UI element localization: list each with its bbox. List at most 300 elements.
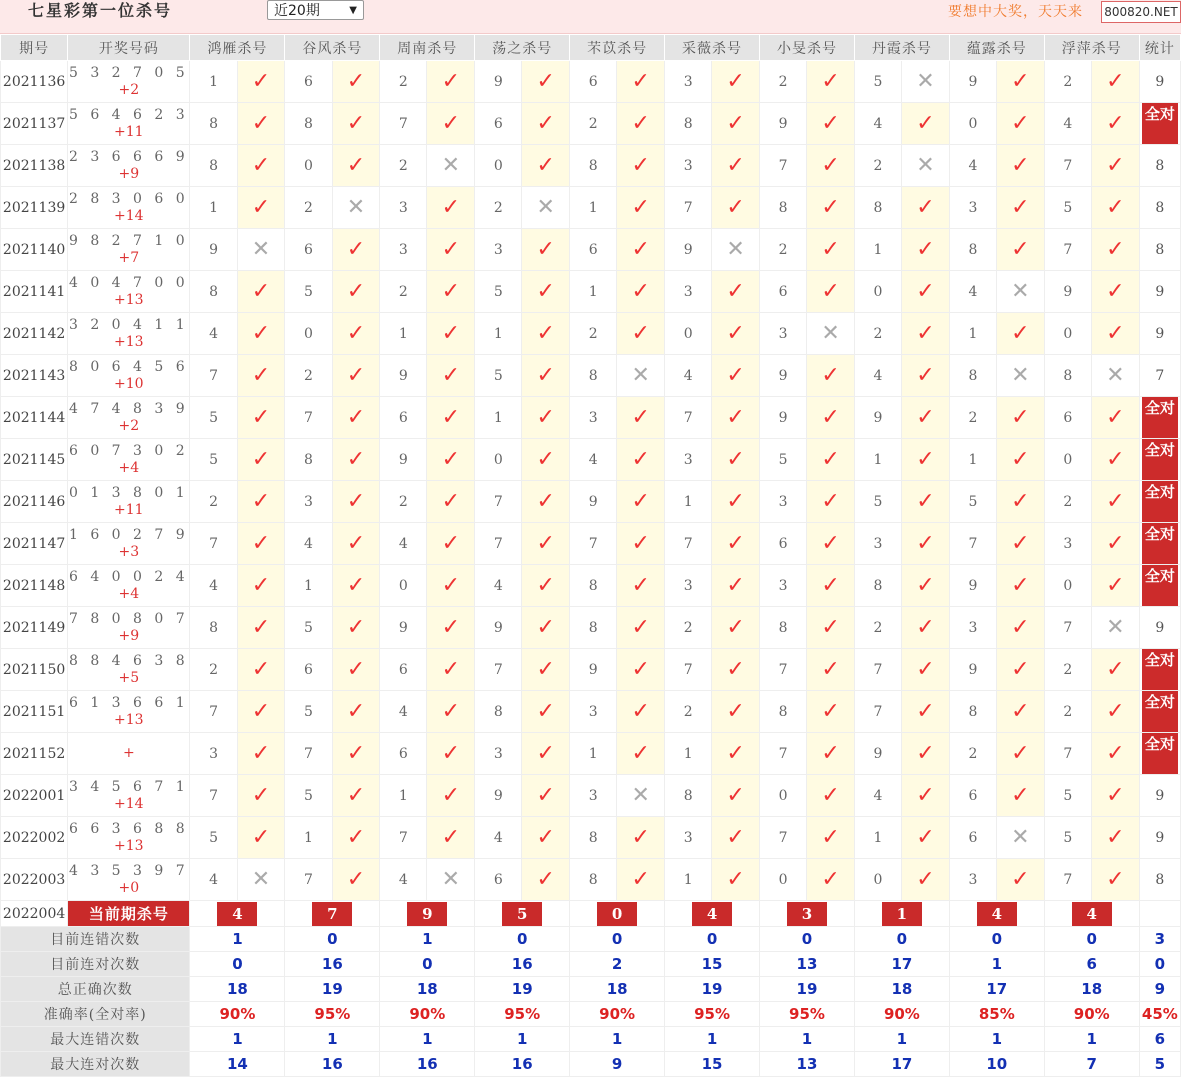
check-icon: ✓	[996, 145, 1044, 187]
check-icon: ✓	[807, 607, 855, 649]
kill-number: 7	[665, 187, 712, 229]
cross-icon: ✕	[902, 61, 950, 103]
check-icon: ✓	[427, 481, 475, 523]
check-icon: ✓	[712, 523, 760, 565]
kill-number: 5	[854, 61, 901, 103]
issue-number: 2021149	[1, 607, 68, 649]
check-icon: ✓	[996, 775, 1044, 817]
current-kill-number: 3	[787, 902, 827, 926]
check-icon: ✓	[902, 859, 950, 901]
draw-numbers	[68, 145, 190, 187]
kill-number: 2	[760, 61, 807, 103]
summary-value: 13	[760, 1052, 855, 1077]
cross-icon: ✕	[332, 187, 380, 229]
draw-sum: +10	[114, 375, 144, 392]
kill-number: 0	[665, 313, 712, 355]
row-stat: 9	[1139, 607, 1180, 649]
check-icon: ✓	[807, 229, 855, 271]
kill-number: 6	[570, 61, 617, 103]
check-icon: ✓	[237, 439, 285, 481]
kill-number: 1	[380, 775, 427, 817]
kill-number: 5	[190, 397, 237, 439]
check-icon: ✓	[427, 187, 475, 229]
check-icon: ✓	[237, 817, 285, 859]
check-icon: ✓	[332, 817, 380, 859]
summary-value: 85%	[949, 1002, 1044, 1027]
issue-number: 2021139	[1, 187, 68, 229]
kill-number: 6	[285, 61, 332, 103]
summary-value: 0	[285, 927, 380, 952]
check-icon: ✓	[902, 481, 950, 523]
kill-number: 6	[1044, 397, 1091, 439]
check-icon: ✓	[237, 187, 285, 229]
all-correct-badge: 全对	[1142, 649, 1178, 690]
issue-number: 2021146	[1, 481, 68, 523]
kill-number: 5	[475, 271, 522, 313]
kill-number: 7	[190, 691, 237, 733]
issue-number: 2021138	[1, 145, 68, 187]
row-stat	[1139, 649, 1180, 691]
kill-number: 9	[854, 397, 901, 439]
check-icon: ✓	[712, 313, 760, 355]
kill-number: 0	[760, 775, 807, 817]
draw-sum: +9	[118, 627, 140, 644]
kill-number: 6	[380, 649, 427, 691]
kill-number: 1	[854, 439, 901, 481]
check-icon: ✓	[427, 355, 475, 397]
kill-number: 9	[760, 103, 807, 145]
summary-value: 7	[1044, 1052, 1139, 1077]
check-icon: ✓	[807, 355, 855, 397]
draw-digits: 5 3 2 7 0 5	[68, 64, 189, 81]
current-kill-cell	[570, 901, 665, 927]
kill-number: 3	[285, 481, 332, 523]
issue-number: 2022001	[1, 775, 68, 817]
check-icon: ✓	[996, 523, 1044, 565]
kill-number: 7	[949, 523, 996, 565]
all-correct-badge: 全对	[1142, 733, 1178, 774]
check-icon: ✓	[427, 775, 475, 817]
kill-number: 8	[190, 607, 237, 649]
kill-number: 2	[190, 481, 237, 523]
kill-number: 8	[665, 103, 712, 145]
kill-number: 4	[475, 817, 522, 859]
kill-number: 7	[760, 145, 807, 187]
draw-sum: +13	[114, 333, 144, 350]
check-icon: ✓	[237, 775, 285, 817]
summary-value: 0	[665, 927, 760, 952]
check-icon: ✓	[996, 103, 1044, 145]
table-row	[1, 607, 1181, 649]
check-icon: ✓	[522, 775, 570, 817]
check-icon: ✓	[1091, 859, 1139, 901]
column-header-expert[interactable]: 鸿雁杀号	[190, 35, 285, 61]
table-row	[1, 439, 1181, 481]
summary-value: 19	[285, 977, 380, 1002]
summary-value: 1	[285, 1027, 380, 1052]
period-select[interactable]	[267, 0, 364, 20]
check-icon: ✓	[712, 439, 760, 481]
check-icon: ✓	[617, 649, 665, 691]
check-icon: ✓	[1091, 145, 1139, 187]
kill-number: 7	[190, 523, 237, 565]
table-row	[1, 61, 1181, 103]
summary-row	[1, 952, 1181, 977]
issue-number: 2021137	[1, 103, 68, 145]
summary-label: 总正确次数	[1, 977, 190, 1002]
kill-number: 6	[949, 817, 996, 859]
table-row	[1, 103, 1181, 145]
current-period-row	[1, 901, 1181, 927]
draw-numbers	[68, 187, 190, 229]
check-icon: ✓	[807, 775, 855, 817]
row-stat: 8	[1139, 145, 1180, 187]
check-icon: ✓	[996, 439, 1044, 481]
check-icon: ✓	[712, 733, 760, 775]
check-icon: ✓	[617, 691, 665, 733]
summary-value: 16	[285, 1052, 380, 1077]
kill-number: 2	[190, 649, 237, 691]
check-icon: ✓	[807, 481, 855, 523]
draw-numbers	[68, 355, 190, 397]
kill-number: 5	[854, 481, 901, 523]
summary-row	[1, 1002, 1181, 1027]
draw-numbers	[68, 649, 190, 691]
summary-value: 0	[570, 927, 665, 952]
summary-value: 1	[760, 1027, 855, 1052]
kill-number: 8	[190, 271, 237, 313]
table-row	[1, 649, 1181, 691]
check-icon: ✓	[996, 229, 1044, 271]
kill-number: 3	[665, 61, 712, 103]
site-badge[interactable]: 800820.NET	[1101, 1, 1181, 23]
check-icon: ✓	[522, 397, 570, 439]
check-icon: ✓	[522, 565, 570, 607]
check-icon: ✓	[522, 271, 570, 313]
check-icon: ✓	[427, 229, 475, 271]
summary-value: 0	[1044, 927, 1139, 952]
check-icon: ✓	[522, 649, 570, 691]
kill-number: 7	[760, 649, 807, 691]
kill-number: 4	[1044, 103, 1091, 145]
kill-number: 0	[285, 313, 332, 355]
table-row	[1, 355, 1181, 397]
kill-number: 7	[190, 355, 237, 397]
check-icon: ✓	[522, 103, 570, 145]
summary-value: 0	[949, 927, 1044, 952]
summary-value: 6	[1044, 952, 1139, 977]
check-icon: ✓	[332, 481, 380, 523]
summary-value: 10	[949, 1052, 1044, 1077]
check-icon: ✓	[1091, 481, 1139, 523]
kill-number: 9	[949, 649, 996, 691]
kill-number: 5	[475, 355, 522, 397]
kill-number: 8	[949, 229, 996, 271]
check-icon: ✓	[902, 103, 950, 145]
check-icon: ✓	[996, 313, 1044, 355]
check-icon: ✓	[617, 397, 665, 439]
check-icon: ✓	[332, 271, 380, 313]
check-icon: ✓	[427, 817, 475, 859]
kill-number: 1	[190, 61, 237, 103]
summary-value: 18	[380, 977, 475, 1002]
kill-number: 3	[760, 565, 807, 607]
column-header-expert[interactable]: 荡之杀号	[475, 35, 570, 61]
kill-number: 8	[760, 691, 807, 733]
cross-icon: ✕	[996, 817, 1044, 859]
kill-number: 4	[854, 775, 901, 817]
check-icon: ✓	[617, 229, 665, 271]
kill-number: 7	[570, 523, 617, 565]
summary-value: 90%	[380, 1002, 475, 1027]
kill-number: 7	[854, 691, 901, 733]
summary-value: 1	[190, 927, 285, 952]
check-icon: ✓	[902, 733, 950, 775]
current-kill-number: 7	[312, 902, 352, 926]
kill-number: 7	[380, 103, 427, 145]
check-icon: ✓	[902, 649, 950, 691]
check-icon: ✓	[332, 439, 380, 481]
column-header-draw: 开奖号码	[68, 35, 190, 61]
kill-number: 9	[475, 607, 522, 649]
kill-number: 9	[380, 439, 427, 481]
row-stat	[1139, 439, 1180, 481]
kill-number: 3	[949, 187, 996, 229]
draw-sum: +2	[118, 417, 140, 434]
summary-value: 90%	[570, 1002, 665, 1027]
issue-number: 2021152	[1, 733, 68, 775]
cross-icon: ✕	[712, 229, 760, 271]
kill-number: 4	[854, 355, 901, 397]
slogan-text: 要想中大奖，天天来	[948, 4, 1083, 20]
kill-number: 4	[475, 565, 522, 607]
check-icon: ✓	[1091, 439, 1139, 481]
draw-sum: +11	[114, 501, 144, 518]
check-icon: ✓	[996, 691, 1044, 733]
draw-digits: 1 6 0 2 7 9	[68, 526, 189, 543]
kill-number: 3	[854, 523, 901, 565]
table-row	[1, 691, 1181, 733]
summary-value: 1	[665, 1027, 760, 1052]
summary-value: 0	[380, 952, 475, 977]
cross-icon: ✕	[1091, 607, 1139, 649]
column-header-expert[interactable]: 采薇杀号	[665, 35, 760, 61]
all-correct-badge: 全对	[1142, 103, 1178, 144]
summary-stat: 9	[1139, 977, 1180, 1002]
draw-numbers	[68, 481, 190, 523]
check-icon: ✓	[1091, 271, 1139, 313]
check-icon: ✓	[712, 397, 760, 439]
summary-value: 95%	[475, 1002, 570, 1027]
summary-value: 16	[475, 1052, 570, 1077]
check-icon: ✓	[332, 691, 380, 733]
kill-number: 7	[1044, 607, 1091, 649]
kill-number: 3	[570, 691, 617, 733]
kill-number: 0	[380, 565, 427, 607]
check-icon: ✓	[522, 733, 570, 775]
current-kill-number: 1	[882, 902, 922, 926]
kill-number: 2	[380, 145, 427, 187]
kill-number: 2	[475, 187, 522, 229]
cross-icon: ✕	[902, 145, 950, 187]
kill-number: 1	[570, 271, 617, 313]
check-icon: ✓	[996, 397, 1044, 439]
kill-number: 1	[475, 397, 522, 439]
draw-numbers	[68, 271, 190, 313]
summary-value: 0	[475, 927, 570, 952]
kill-number: 5	[1044, 817, 1091, 859]
kill-number: 4	[380, 523, 427, 565]
check-icon: ✓	[712, 271, 760, 313]
summary-value: 13	[760, 952, 855, 977]
row-stat	[1139, 733, 1180, 775]
summary-value: 17	[854, 952, 949, 977]
row-stat: 9	[1139, 271, 1180, 313]
draw-sum: +4	[118, 459, 140, 476]
draw-digits: 3 2 0 4 1 1	[68, 316, 189, 333]
check-icon: ✓	[807, 103, 855, 145]
issue-number: 2021150	[1, 649, 68, 691]
kill-number: 2	[570, 103, 617, 145]
cross-icon: ✕	[237, 859, 285, 901]
check-icon: ✓	[712, 691, 760, 733]
kill-number: 8	[570, 817, 617, 859]
column-header-expert[interactable]: 谷风杀号	[285, 35, 380, 61]
kill-number: 7	[475, 649, 522, 691]
column-header-expert[interactable]: 小旻杀号	[760, 35, 855, 61]
check-icon: ✓	[237, 691, 285, 733]
row-stat: 8	[1139, 229, 1180, 271]
kill-number: 8	[570, 145, 617, 187]
check-icon: ✓	[996, 187, 1044, 229]
check-icon: ✓	[332, 313, 380, 355]
draw-digits: 3 4 5 6 7 1	[68, 778, 189, 795]
summary-label: 最大连错次数	[1, 1027, 190, 1052]
summary-value: 1	[475, 1027, 570, 1052]
draw-numbers	[68, 817, 190, 859]
kill-number: 2	[380, 481, 427, 523]
check-icon: ✓	[1091, 649, 1139, 691]
check-icon: ✓	[427, 733, 475, 775]
column-header-expert[interactable]: 蕴露杀号	[949, 35, 1044, 61]
kill-number: 7	[190, 775, 237, 817]
kill-number: 8	[854, 565, 901, 607]
kill-number: 7	[475, 481, 522, 523]
draw-digits: 7 8 0 8 0 7	[68, 610, 189, 627]
check-icon: ✓	[996, 859, 1044, 901]
check-icon: ✓	[522, 439, 570, 481]
draw-sum: +9	[118, 165, 140, 182]
check-icon: ✓	[712, 187, 760, 229]
kill-number: 1	[380, 313, 427, 355]
kill-number: 7	[665, 649, 712, 691]
kill-number: 7	[760, 817, 807, 859]
kill-number: 3	[665, 439, 712, 481]
kill-number: 2	[285, 187, 332, 229]
check-icon: ✓	[1091, 523, 1139, 565]
draw-digits: 6 6 3 6 8 8	[68, 820, 189, 837]
kill-number: 0	[475, 439, 522, 481]
summary-label: 目前连错次数	[1, 927, 190, 952]
summary-label: 准确率(全对率)	[1, 1002, 190, 1027]
kill-number: 9	[760, 397, 807, 439]
check-icon: ✓	[237, 355, 285, 397]
kill-number: 6	[285, 649, 332, 691]
kill-number: 2	[380, 61, 427, 103]
check-icon: ✓	[617, 733, 665, 775]
current-kill-cell	[475, 901, 570, 927]
check-icon: ✓	[902, 523, 950, 565]
kill-number: 1	[665, 859, 712, 901]
summary-value: 1	[1044, 1027, 1139, 1052]
kill-number: 6	[380, 397, 427, 439]
cross-icon: ✕	[427, 145, 475, 187]
column-header-expert[interactable]: 丹霞杀号	[854, 35, 949, 61]
check-icon: ✓	[522, 817, 570, 859]
kill-number: 9	[570, 481, 617, 523]
check-icon: ✓	[332, 229, 380, 271]
kill-number: 3	[665, 145, 712, 187]
check-icon: ✓	[807, 691, 855, 733]
summary-value: 1	[949, 952, 1044, 977]
check-icon: ✓	[902, 817, 950, 859]
table-row	[1, 229, 1181, 271]
summary-value: 15	[665, 1052, 760, 1077]
draw-sum: +4	[118, 585, 140, 602]
kill-number: 5	[285, 775, 332, 817]
check-icon: ✓	[427, 103, 475, 145]
kill-number: 0	[949, 103, 996, 145]
check-icon: ✓	[332, 523, 380, 565]
column-header-expert[interactable]: 周南杀号	[380, 35, 475, 61]
kill-number: 6	[949, 775, 996, 817]
kill-number: 0	[1044, 313, 1091, 355]
kill-number: 8	[760, 607, 807, 649]
check-icon: ✓	[807, 859, 855, 901]
check-icon: ✓	[1091, 187, 1139, 229]
check-icon: ✓	[902, 397, 950, 439]
draw-digits: 6 0 7 3 0 2	[68, 442, 189, 459]
kill-number: 1	[570, 187, 617, 229]
summary-value: 16	[475, 952, 570, 977]
column-header-expert[interactable]: 浮萍杀号	[1044, 35, 1139, 61]
kill-number: 3	[665, 565, 712, 607]
check-icon: ✓	[1091, 103, 1139, 145]
check-icon: ✓	[807, 523, 855, 565]
check-icon: ✓	[902, 187, 950, 229]
summary-label: 目前连对次数	[1, 952, 190, 977]
check-icon: ✓	[902, 775, 950, 817]
kill-number: 7	[285, 859, 332, 901]
check-icon: ✓	[807, 733, 855, 775]
kill-number: 7	[1044, 229, 1091, 271]
check-icon: ✓	[522, 481, 570, 523]
summary-value: 16	[380, 1052, 475, 1077]
check-icon: ✓	[237, 607, 285, 649]
check-icon: ✓	[712, 145, 760, 187]
kill-number: 7	[285, 397, 332, 439]
check-icon: ✓	[427, 61, 475, 103]
draw-digits: 2 3 6 6 6 9	[68, 148, 189, 165]
row-stat	[1139, 691, 1180, 733]
kill-number: 6	[380, 733, 427, 775]
column-header-expert[interactable]: 芣苡杀号	[570, 35, 665, 61]
current-kill-number: 0	[597, 902, 637, 926]
kill-number: 6	[285, 229, 332, 271]
issue-number: 2021147	[1, 523, 68, 565]
kill-number: 5	[949, 481, 996, 523]
kill-number: 0	[854, 859, 901, 901]
